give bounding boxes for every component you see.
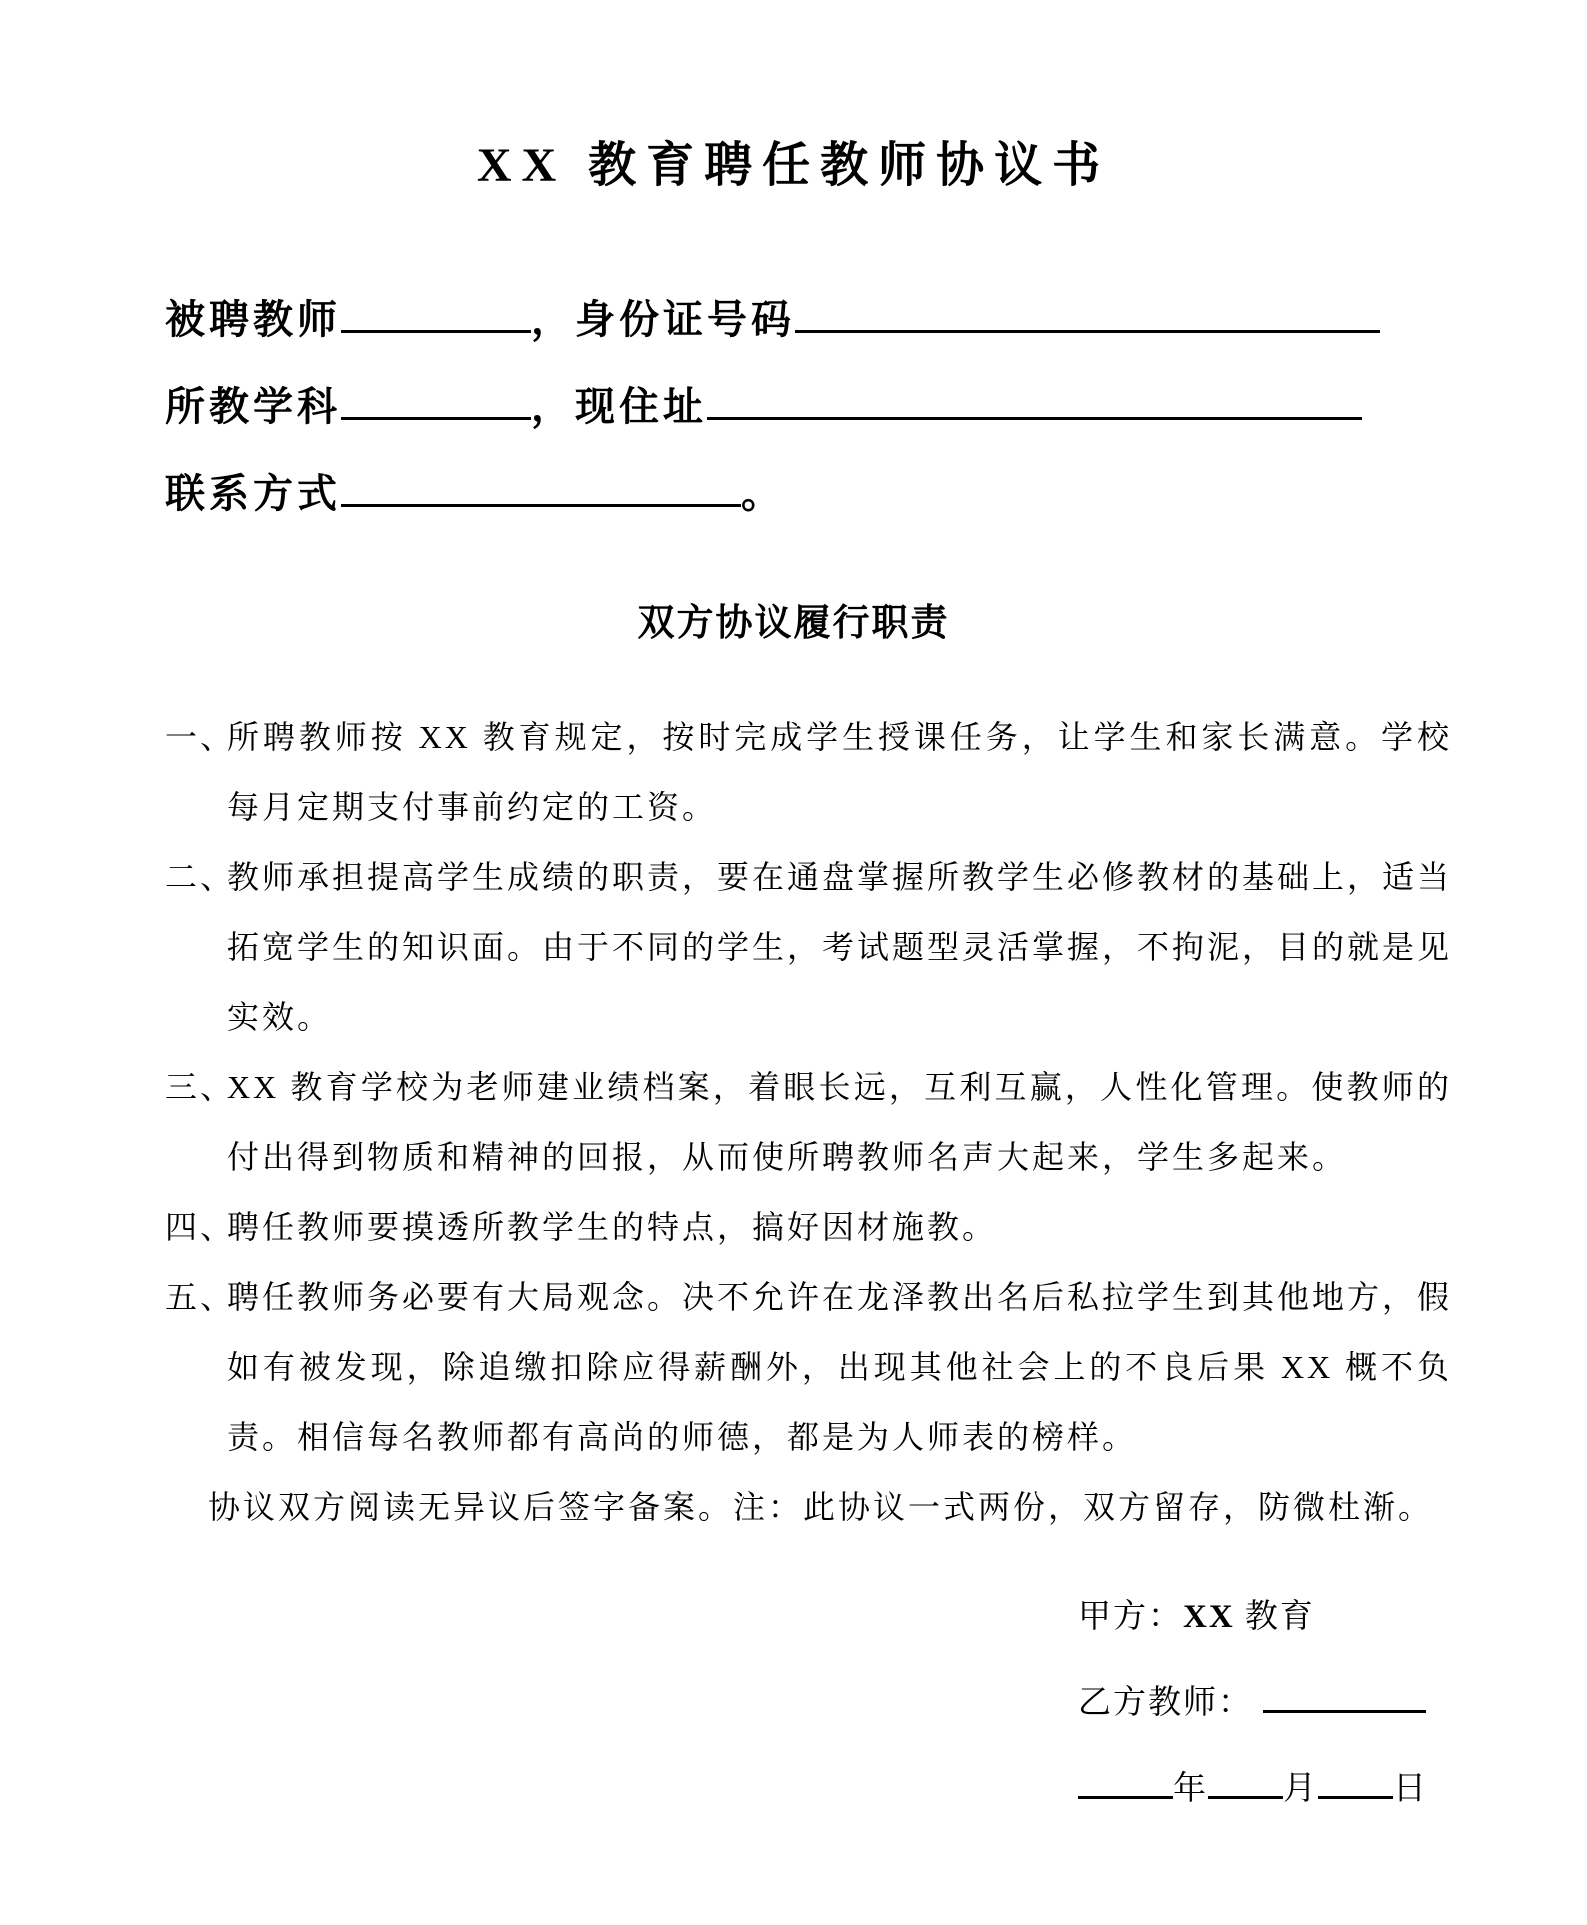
clause-number: 二、 — [165, 859, 236, 895]
party-a-name-bold: XX — [1183, 1599, 1235, 1635]
clause-number: 三、 — [165, 1069, 236, 1105]
date-day-blank — [1318, 1795, 1393, 1799]
subject-blank — [341, 416, 531, 420]
clause-item-2 — [165, 842, 1452, 1052]
address-label: ，现住址 — [531, 385, 707, 429]
clause-item-3 — [165, 1052, 1452, 1192]
party-b-line — [1078, 1660, 1428, 1746]
contact-label: 联系方式 — [165, 472, 341, 516]
form-row-teacher — [165, 277, 1447, 364]
clause-text: 所聘教师按 XX 教育规定，按时完成学生授课任务，让学生和家长满意。学校每月定期支付事前约定的工资。 — [227, 719, 1452, 825]
year-label: 年 — [1173, 1771, 1208, 1807]
form-row-subject — [165, 364, 1447, 451]
clause-text: 教师承担提高学生成绩的职责，要在通盘掌握所教学生必修教材的基础上，适当拓宽学生的知识面。由于不同的学生，考试题型灵活掌握，不拘泥，目的就是见实效。 — [227, 859, 1453, 1035]
party-a-line — [1078, 1574, 1428, 1660]
form-fields — [165, 277, 1447, 538]
date-month-blank — [1208, 1795, 1283, 1799]
clause-text: 聘任教师要摸透所教学生的特点，搞好因材施教。 — [227, 1209, 998, 1245]
clause-list — [165, 702, 1452, 1542]
party-b-signature-blank — [1263, 1709, 1426, 1713]
clause-number: 一、 — [165, 719, 236, 755]
address-blank — [707, 416, 1362, 420]
section-heading: 双方协议履行职责 — [637, 603, 950, 644]
party-b-label: 乙方教师： — [1078, 1685, 1253, 1721]
contact-period: 。 — [741, 472, 785, 516]
party-a-name-rest: 教育 — [1234, 1599, 1315, 1635]
id-number-blank — [795, 329, 1380, 333]
clause-text: 聘任教师务必要有大局观念。决不允许在龙泽教出名后私拉学生到其他地方，假如有被发现，除追缴扣除应得薪酬外，出现其他社会上的不良后果 XX 概不负责。相信每名教师都有高尚的师德，都是为人师表的榜样。 — [227, 1279, 1453, 1455]
clause-item-4 — [165, 1192, 1452, 1262]
clause-number: 五、 — [165, 1279, 236, 1315]
clause-text: XX 教育学校为老师建业绩档案，着眼长远，互利互赢，人性化管理。使教师的付出得到物质和精神的回报，从而使所聘教师名声大起来，学生多起来。 — [227, 1069, 1452, 1175]
id-number-label: ，身份证号码 — [531, 298, 795, 342]
contact-blank — [341, 503, 741, 507]
date-line — [1078, 1746, 1428, 1832]
teacher-name-label: 被聘教师 — [165, 298, 341, 342]
date-year-blank — [1078, 1795, 1173, 1799]
month-label: 月 — [1283, 1771, 1318, 1807]
subject-label: 所教学科 — [165, 385, 341, 429]
party-a-label: 甲方： — [1078, 1599, 1183, 1635]
teacher-name-blank — [341, 329, 531, 333]
clause-number: 四、 — [165, 1209, 236, 1245]
day-label: 日 — [1393, 1771, 1428, 1807]
closing-note: 协议双方阅读无异议后签字备案。注：此协议一式两份，双方留存，防微杜渐。 — [208, 1489, 1434, 1525]
clause-item-1 — [165, 702, 1452, 842]
form-row-contact — [165, 451, 1447, 538]
signature-block — [1078, 1574, 1428, 1832]
page-title: XX 教育聘任教师协议书 — [476, 139, 1111, 192]
clause-item-5 — [165, 1262, 1452, 1472]
